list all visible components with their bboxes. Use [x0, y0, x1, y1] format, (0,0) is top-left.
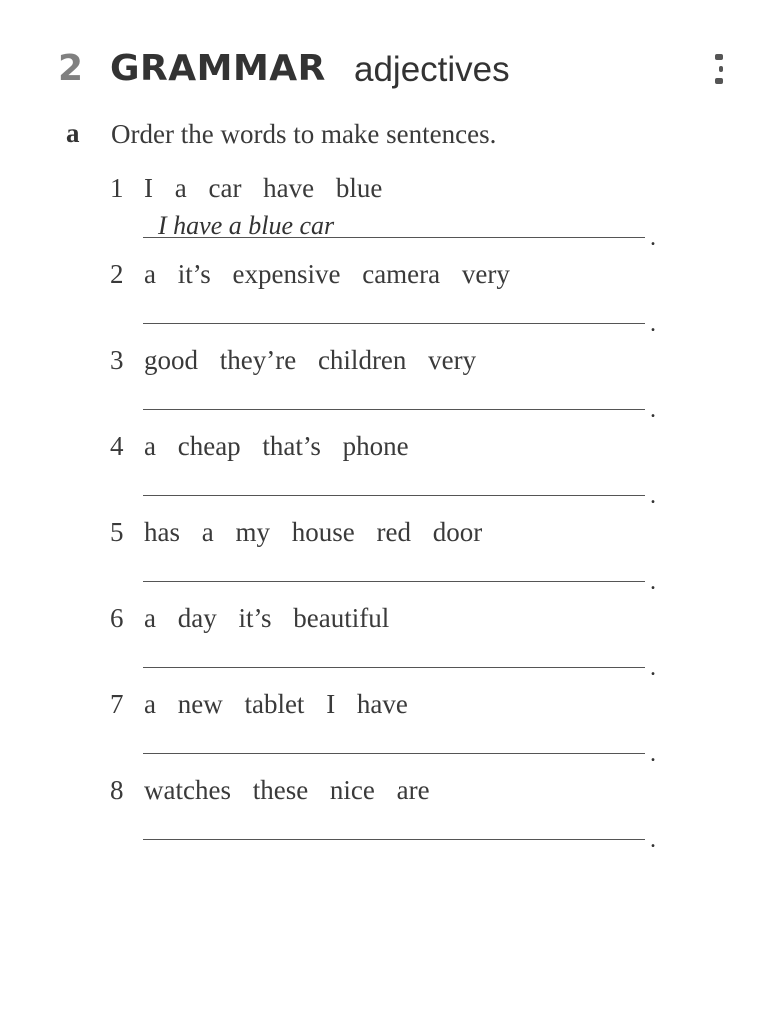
item-number: 4 — [110, 431, 124, 461]
full-stop: . — [650, 569, 656, 595]
full-stop: . — [650, 311, 656, 337]
answer-line — [143, 667, 645, 668]
item-number: 2 — [110, 259, 124, 289]
answer-line — [143, 237, 645, 238]
full-stop: . — [650, 827, 656, 853]
full-stop: . — [650, 397, 656, 423]
item-words: a it’s expensive camera very — [144, 259, 510, 289]
item-words: a day it’s beautiful — [144, 603, 390, 633]
full-stop: . — [650, 225, 656, 251]
item-words: I a car have blue — [144, 173, 383, 203]
answer-line — [143, 839, 645, 840]
answer-line — [143, 409, 645, 410]
exercise-item — [0, 259, 768, 345]
exercise-item — [0, 775, 768, 861]
answer-line — [143, 753, 645, 754]
item-words: a new tablet I have — [144, 689, 408, 719]
item-number: 5 — [110, 517, 124, 547]
item-answer[interactable]: I have a blue car — [158, 211, 335, 240]
item-number: 3 — [110, 345, 124, 375]
section-number: 2 — [58, 48, 84, 89]
exercise-item — [0, 173, 768, 259]
answer-line — [143, 581, 645, 582]
exercise-instruction: Order the words to make sentences. — [111, 119, 497, 149]
exercise-item — [0, 345, 768, 431]
page-edge-mark — [711, 52, 727, 86]
exercise-item — [0, 431, 768, 517]
item-number: 1 — [110, 173, 124, 203]
exercise-letter: a — [66, 118, 80, 148]
full-stop: . — [650, 483, 656, 509]
full-stop: . — [650, 655, 656, 681]
section-subtitle: adjectives — [354, 50, 510, 89]
item-words: watches these nice are — [144, 775, 430, 805]
section-title: GRAMMAR — [110, 48, 326, 89]
item-words: good they’re children very — [144, 345, 477, 375]
item-number: 6 — [110, 603, 124, 633]
exercise-item — [0, 603, 768, 689]
item-number: 7 — [110, 689, 124, 719]
item-number: 8 — [110, 775, 124, 805]
exercise-item — [0, 517, 768, 603]
item-words: has a my house red door — [144, 517, 483, 547]
item-words: a cheap that’s phone — [144, 431, 409, 461]
answer-line — [143, 495, 645, 496]
answer-line — [143, 323, 645, 324]
exercise-item — [0, 689, 768, 775]
full-stop: . — [650, 741, 656, 767]
